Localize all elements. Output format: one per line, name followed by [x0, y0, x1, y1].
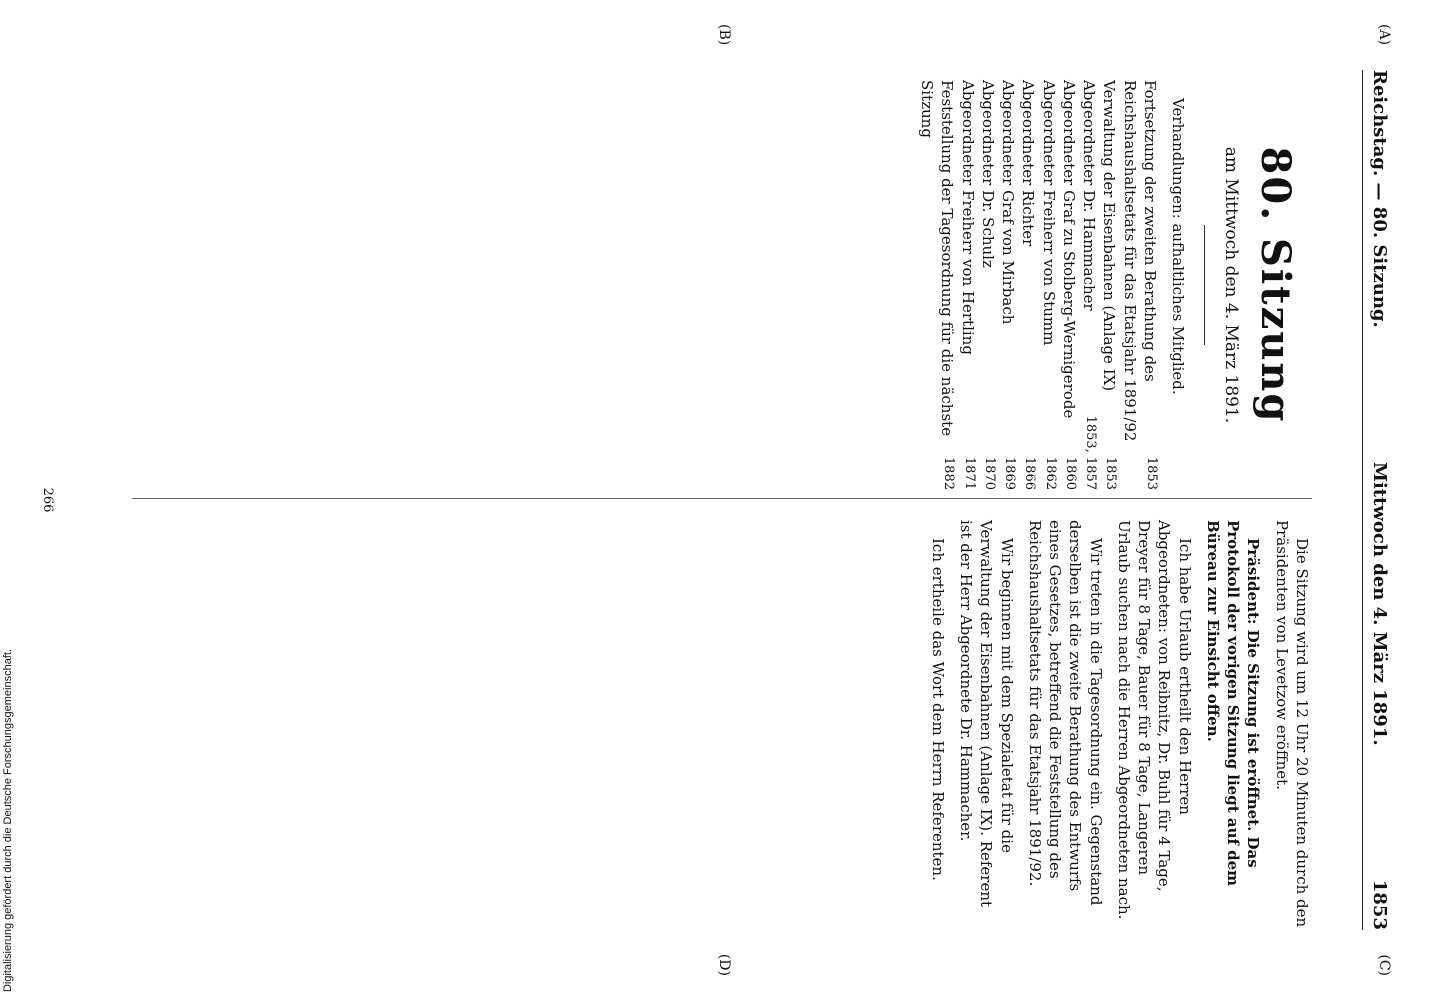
right-column	[920, 520, 1312, 930]
body-paragraph: Ich ertheile das Wort dem Herrn Referenten.	[929, 538, 947, 881]
page-number: 266	[40, 487, 55, 513]
body-paragraph: Die Sitzung wird um 12 Uhr 20 Minuten durch den Präsidenten von Levetzow eröffnet.	[1272, 520, 1311, 928]
toc-item: Abgeordneter Dr. Schulz 1870	[978, 80, 997, 490]
margin-mark-d: (D)	[716, 953, 732, 976]
margin-mark-a: (A)	[1376, 24, 1392, 46]
body-paragraph: Präsident: Die Sitzung ist eröffnet. Das Protokoll der vorigen Sitzung liegt auf dem Büreau zur Einsicht offen.	[1204, 520, 1263, 887]
toc-intro: Verhandlungen: aufhaltliches Mitglied.	[1169, 98, 1188, 395]
header-right: 1853	[1369, 879, 1390, 930]
toc-item: Fortsetzung der zweiten Berathung des Reichshaushaltsetats für das Etatsjahr 1891/92 1853	[1120, 80, 1159, 490]
header-center: Mittwoch den 4. März 1891.	[1369, 462, 1390, 746]
body-paragraph: Wir beginnen mit dem Spezialetat für die Verwaltung der Eisenbahnen (Anlage IX). Referent ist der Herr Abgeordnete Dr. Hammacher.	[957, 520, 1016, 908]
toc-item: Abgeordneter Freiherr von Stumm 1862	[1039, 80, 1058, 490]
running-header	[1362, 70, 1390, 930]
body-paragraph: Wir treten in die Tagesordnung ein. Gegenstand derselben ist die zweite Berathung des Entwurfs eines Gesetzes, betreffend die Feststellung des Reichshaushaltsetats für das Etatsjahr 1891/92.	[1026, 520, 1105, 906]
session-date: am Mittwoch den 4. März 1891.	[1221, 146, 1241, 424]
margin-mark-c: (C)	[1376, 954, 1392, 976]
title-rule	[1204, 225, 1205, 345]
toc-item: Abgeordneter Graf von Mirbach 1869	[999, 80, 1018, 490]
toc-item: Abgeordneter Freiherr von Hertling 1871	[958, 80, 977, 490]
toc-item: Abgeordneter Richter 1866	[1019, 80, 1038, 490]
toc-item: Verwaltung der Eisenbahnen (Anlage IX) 1853	[1100, 80, 1119, 490]
toc-item: Abgeordneter Graf zu Stolberg-Wernigerode 1860	[1059, 80, 1078, 490]
left-column	[917, 80, 1312, 490]
margin-mark-b: (B)	[716, 24, 732, 46]
digitization-footer	[2, 0, 20, 1000]
session-title: 80. Sitzung	[1252, 146, 1299, 424]
footer-text: Digitalisierung gefördert durch die Deutsche Forschungsgemeinschaft.	[2, 648, 14, 992]
body-paragraph: Ich habe Urlaub ertheilt den Herren Abgeordneten: von Reibnitz, Dr. Buhl für 4 Tage, Dreyer für 8 Tage, Bauer für 8 Tage, Langeren Urlaub suchen nach die Herren Abgeordneten nach.	[1115, 520, 1194, 920]
header-left: Reichstag. — 80. Sitzung.	[1369, 70, 1390, 328]
toc-item: Feststellung der Tagesordnung für die nächste Sitzung 1882	[918, 80, 957, 490]
column-divider	[132, 498, 1312, 499]
toc-item: Abgeordneter Dr. Hammacher 1853, 1857	[1080, 80, 1099, 490]
toc-list	[917, 80, 1160, 490]
